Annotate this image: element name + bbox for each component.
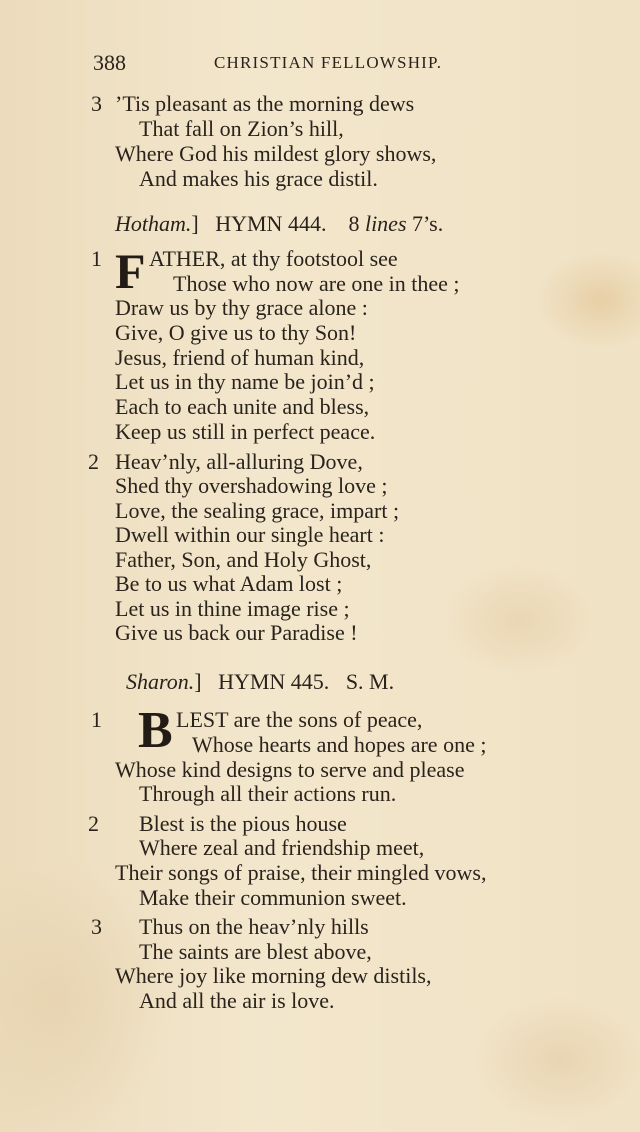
running-title: CHRISTIAN FELLOWSHIP.: [214, 53, 443, 72]
verse-line: Be to us what Adam lost ;: [115, 571, 343, 596]
hymn-title: HYMN 445.: [218, 669, 330, 694]
verse-line: Give us back our Paradise !: [115, 620, 358, 645]
verse-line: Where joy like morning dew distils,: [115, 963, 432, 988]
verse-line: Draw us by thy grace alone :: [115, 295, 368, 320]
page-number: 388: [93, 50, 126, 75]
verse-line: Let us in thy name be join’d ;: [115, 369, 375, 394]
verse-line: And all the air is love.: [139, 988, 335, 1013]
verse-line: The saints are blest above,: [139, 939, 372, 964]
bracket: ]: [194, 669, 202, 694]
verse-line: Their songs of praise, their mingled vows,: [115, 860, 487, 885]
verse-line: Each to each unite and bless,: [115, 394, 370, 419]
meter-suffix: 7’s.: [412, 211, 444, 236]
stanza-number: 3: [91, 91, 102, 116]
stanza-number: 1: [91, 246, 102, 271]
stanza-number: 3: [91, 914, 102, 939]
verse-line: Jesus, friend of human kind,: [115, 345, 365, 370]
meter-word: lines: [364, 211, 407, 236]
hymn-444-heading: [115, 212, 443, 236]
verse-line: Blest is the pious house: [139, 811, 347, 836]
stanza-number: 1: [91, 707, 102, 732]
verse-line: ATHER, at thy footstool see: [149, 246, 398, 271]
tune-name: Hotham.: [115, 211, 192, 236]
verse-line: Heav’nly, all-alluring Dove,: [115, 449, 363, 474]
verse-line: Shed thy overshadowing love ;: [115, 473, 388, 498]
hymn-title: HYMN 444.: [215, 211, 327, 236]
tune-name: Sharon.: [126, 669, 195, 694]
bracket: ]: [191, 211, 199, 236]
verse-line: Keep us still in perfect peace.: [115, 419, 376, 444]
verse-line: Through all their actions run.: [139, 781, 397, 806]
verse-line: LEST are the sons of peace,: [176, 707, 423, 732]
verse-line: Let us in thine image rise ;: [115, 596, 350, 621]
verse-line: Whose kind designs to serve and please: [115, 757, 465, 782]
stanza-number: 2: [88, 811, 99, 836]
drop-cap: B: [138, 702, 173, 759]
verse-line: ’Tis pleasant as the morning dews: [115, 91, 415, 116]
verse-line: Those who now are one in thee ;: [173, 271, 460, 296]
verse-line: Father, Son, and Holy Ghost,: [115, 547, 372, 572]
hymn-445-heading: [126, 670, 394, 694]
verse-line: Thus on the heav’nly hills: [139, 914, 369, 939]
stanza-number: 2: [88, 449, 99, 474]
verse-line: That fall on Zion’s hill,: [139, 116, 344, 141]
verse-line: Where God his mildest glory shows,: [115, 141, 437, 166]
verse-line: Dwell within our single heart :: [115, 522, 385, 547]
verse-line: Give, O give us to thy Son!: [115, 320, 357, 345]
verse-line: And makes his grace distil.: [139, 166, 378, 191]
verse-line: Make their communion sweet.: [139, 885, 407, 910]
drop-cap: F: [115, 243, 146, 299]
meter: S. M.: [345, 669, 395, 694]
verse-line: Where zeal and friendship meet,: [139, 835, 425, 860]
verse-line: Love, the sealing grace, impart ;: [115, 498, 400, 523]
verse-line: Whose hearts and hopes are one ;: [192, 732, 487, 757]
meter-number: 8: [348, 211, 360, 236]
